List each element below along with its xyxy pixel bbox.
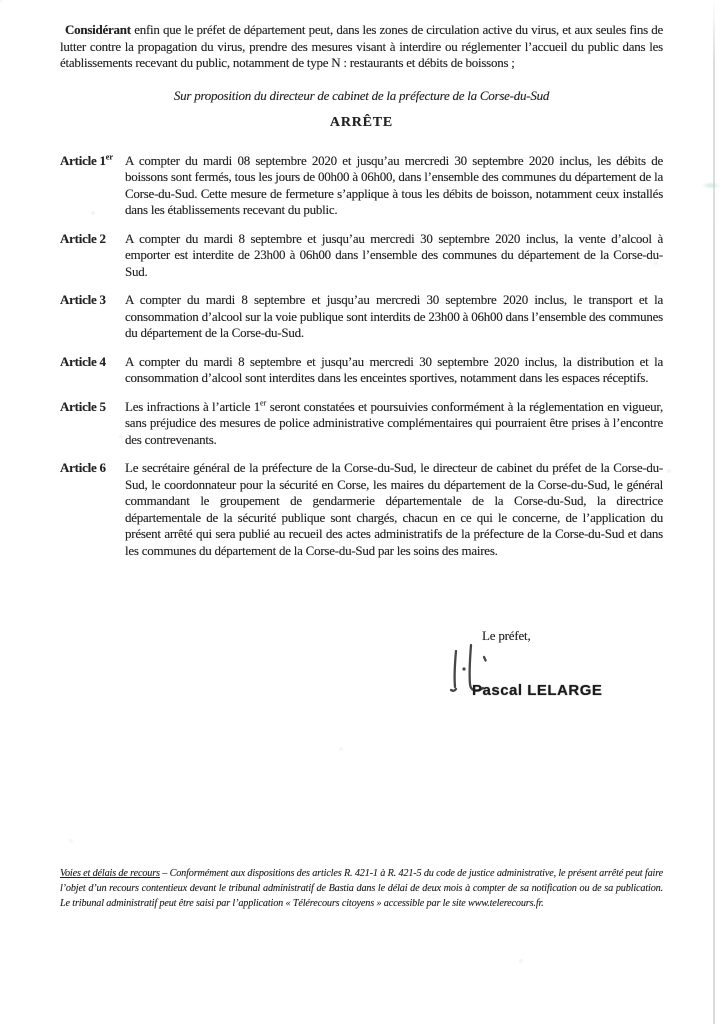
article-4 (60, 354, 663, 387)
article-2-label: Article 2 (60, 230, 106, 246)
article-3-text: A compter du mardi 8 septembre et jusqu’au mercredi 30 septembre 2020 inclus, le transport et la consommation d’alcool sur la voie publique sont interdits de 23h00 à 06h00 dans l’ensemble des communes du département de la Corse-du-Sud. (125, 292, 663, 340)
prefect-name: Pascal LELARGE (472, 682, 603, 699)
article-6-text: Le secrétaire général de la préfecture de la Corse-du-Sud, le directeur de cabinet du préfet de la Corse-du-Sud, le coordonnateur pour la sécurité en Corse, les maires du département de la Corse-du-Sud, le général commandant le groupement de gendarmerie départementale de la Corse-du-Sud, la directrice départementale de la sécurité publique sont chargés, chacun en ce qui le concerne, de l’application du présent arrêté qui sera publié au recueil des actes administratifs de la préfecture de la Corse-du-Sud et dans les communes du département de la Corse-du-Sud par les soins des maires. (125, 460, 663, 558)
considerant-text: enfin que le préfet de département peut, dans les zones de circulation active du virus, et aux seules fins de lutter contre la propagation du virus, prendre des mesures visant à interdire ou réglementer l’accueil du public dans les établissements recevant du public, notamment de type N : restaurants et débits de boissons ; (60, 22, 663, 70)
article-1 (60, 153, 663, 219)
scan-line-artifact (713, 0, 715, 1024)
proposition-line: Sur proposition du directeur de cabinet de la préfecture de la Corse-du-Sud (173, 87, 550, 103)
considerant-lead: Considérant (65, 22, 131, 37)
article-1-label (60, 153, 125, 219)
recourse-label: Voies et délais de recours (60, 868, 160, 879)
article-2 (60, 231, 663, 281)
article-5-text-after-sup: seront constatées et poursuivies conformément à la réglementation en vigueur, sans préjudice des mesures de police administrative complémentaires qui pourraient être prises à l’encontre des contrevenants. (125, 398, 663, 447)
article-6-label: Article 6 (60, 460, 106, 475)
article-1-label-sup: er (105, 152, 113, 162)
article-3 (60, 292, 663, 342)
signature-block (440, 628, 670, 718)
article-5-inline-sup: er (260, 398, 267, 408)
recourse-text: – Conformément aux dispositions des articles R. 421-1 à R. 421-5 du code de justice administrative, le présent arrêté peut faire l’objet d’un recours contentieux devant le tribunal administratif de Bastia dans le délai de deux mois à compter de sa notification ou de sa publication. Le tribunal administratif peut être saisi par l’application « Télérecours citoyens » accessible par le site www.telerecours.fr. (60, 868, 663, 909)
article-1-label-text: Article 1 (60, 152, 106, 168)
recourse-footer (60, 866, 663, 911)
article-5-text-before-sup: Les infractions à l’article 1 (125, 398, 261, 414)
scan-noise-artifact (0, 0, 2, 2)
considerant-paragraph (60, 22, 663, 72)
article-4-label: Article 4 (60, 353, 106, 369)
article-5-text (125, 399, 663, 449)
scan-tick-artifact (701, 182, 721, 189)
article-6 (60, 460, 663, 559)
prefect-title: Le préfet, (482, 628, 531, 643)
article-4-text: A compter du mardi 8 septembre et jusqu’au mercredi 30 septembre 2020 inclus, la distribution et la consommation d’alcool sont interdites dans les enceintes sportives, notamment dans les espaces réceptifs. (125, 353, 663, 385)
article-5 (60, 399, 663, 449)
article-3-label: Article 3 (60, 292, 106, 307)
arrete-heading: ARRÊTE (329, 115, 394, 130)
article-5-label: Article 5 (60, 398, 106, 414)
article-1-text: A compter du mardi 08 septembre 2020 et jusqu’au mercredi 30 septembre 2020 inclus, les débits de boissons sont fermés, tous les jours de 00h00 à 06h00, dans l’ensemble des communes du département de la Corse-du-Sud. Cette mesure de fermeture s’applique à tous les débits de boisson, notamment ceux installés dans les établissements recevant du public. (125, 152, 663, 217)
article-2-text: A compter du mardi 8 septembre et jusqu’au mercredi 30 septembre 2020 inclus, la vente d’alcool à emporter est interdite de 23h00 à 06h00 dans l’ensemble des communes du département de la Corse-du-Sud. (125, 230, 663, 279)
